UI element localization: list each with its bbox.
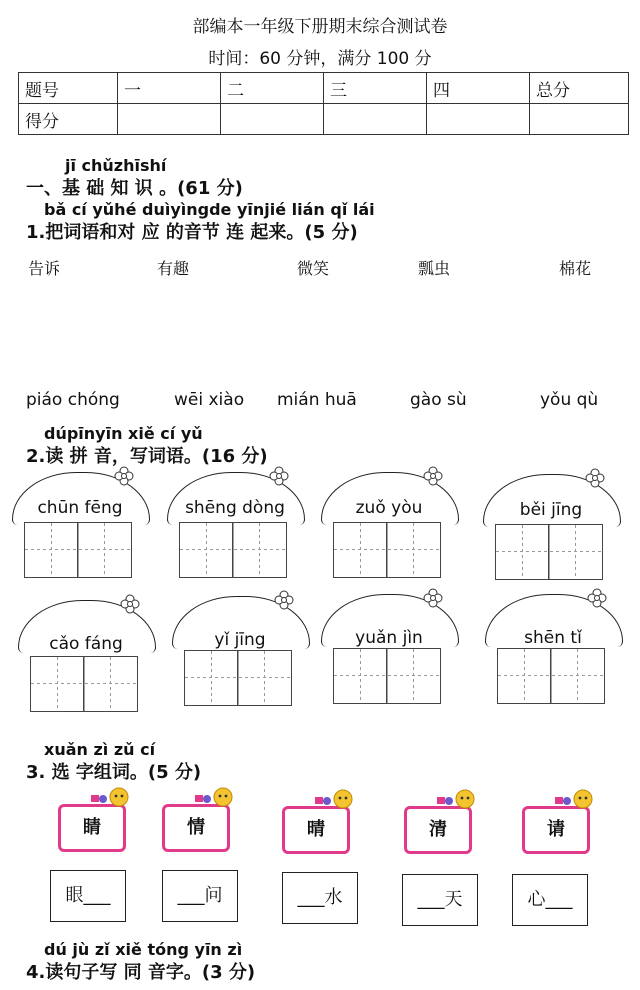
q1-pinyin-option: wēi xiào — [174, 390, 245, 410]
score-cell: 得分 — [19, 104, 118, 135]
flower-icon — [120, 594, 140, 614]
q3-title: 3. 选 字组词。(5 分) — [26, 762, 202, 783]
cartoon-decoration-icon — [195, 787, 235, 809]
q1-word: 瓢虫 — [418, 259, 451, 278]
answer-box[interactable]: ___水 — [282, 872, 358, 924]
flower-icon — [114, 466, 134, 486]
pinyin-hut — [167, 472, 305, 582]
score-input-cell[interactable] — [118, 104, 221, 135]
hut-pinyin: yuǎn jìn — [355, 628, 423, 648]
flower-icon — [269, 466, 289, 486]
score-cell: 三 — [324, 73, 427, 104]
pinyin-hut — [321, 472, 459, 582]
score-input-cell[interactable] — [221, 104, 324, 135]
writing-grid[interactable] — [184, 650, 292, 706]
writing-grid[interactable] — [497, 648, 605, 704]
score-cell: 四 — [427, 73, 530, 104]
q2-pinyin: dúpīnyīn xiě cí yǔ — [44, 424, 203, 443]
character-text: 情 — [187, 817, 205, 838]
score-cell: 二 — [221, 73, 324, 104]
answer-box[interactable]: ___天 — [402, 874, 478, 926]
character-box — [162, 804, 230, 852]
pinyin-hut — [485, 594, 623, 704]
hut-pinyin: zuǒ yòu — [355, 498, 423, 518]
cartoon-decoration-icon — [315, 789, 355, 811]
q1-pinyin: bǎ cí yǔhé duìyìngde yīnjié lián qǐ lái — [44, 200, 375, 219]
score-table-header-row — [19, 73, 629, 104]
answer-box[interactable]: 心___ — [512, 874, 588, 926]
character-text: 晴 — [307, 819, 325, 840]
writing-grid[interactable] — [333, 648, 441, 704]
q1-pinyin-option: piáo chóng — [26, 390, 120, 410]
q1-word: 告诉 — [28, 259, 61, 278]
flower-icon — [423, 588, 443, 608]
hut-pinyin: cǎo fáng — [49, 634, 123, 654]
score-input-cell[interactable] — [427, 104, 530, 135]
character-text: 请 — [547, 819, 565, 840]
score-cell: 总分 — [530, 73, 629, 104]
character-box — [404, 806, 472, 854]
score-cell: 题号 — [19, 73, 118, 104]
q4-pinyin: dú jù zǐ xiě tóng yīn zì — [44, 940, 243, 959]
flower-icon — [274, 590, 294, 610]
flower-icon — [587, 588, 607, 608]
q1-pinyin-option: yǒu qù — [540, 390, 599, 410]
q1-pinyin-option: gào sù — [410, 390, 467, 410]
hut-pinyin: běi jīng — [519, 500, 583, 520]
writing-grid[interactable] — [30, 656, 138, 712]
hut-pinyin: shēng dòng — [185, 498, 285, 518]
writing-grid[interactable] — [333, 522, 441, 578]
q1-word: 有趣 — [157, 259, 190, 278]
cartoon-decoration-icon — [555, 789, 595, 811]
score-table — [18, 72, 629, 135]
pinyin-hut — [18, 600, 156, 710]
character-text: 睛 — [83, 817, 101, 838]
q1-pinyin-option: mián huā — [277, 390, 357, 410]
page-subtitle: 时间：60 分钟，满分 100 分 — [208, 49, 432, 69]
q1-word: 微笑 — [297, 259, 330, 278]
page-title: 部编本一年级下册期末综合测试卷 — [192, 17, 448, 37]
character-box — [282, 806, 350, 854]
writing-grid[interactable] — [495, 524, 603, 580]
q4-title: 4.读句子写 同 音字。(3 分) — [26, 962, 256, 983]
character-box — [522, 806, 590, 854]
pinyin-hut — [172, 596, 310, 706]
hut-pinyin: yǐ jīng — [214, 630, 266, 650]
flower-icon — [423, 466, 443, 486]
flower-icon — [585, 468, 605, 488]
q2-title: 2.读 拼 音，写词语。(16 分) — [26, 446, 268, 467]
pinyin-hut — [483, 474, 621, 584]
q1-title: 1.把词语和对 应 的音节 连 起来。(5 分) — [26, 222, 358, 243]
character-box — [58, 804, 126, 852]
section1-pinyin: jī chǔzhīshí — [65, 156, 167, 175]
q1-word: 棉花 — [559, 259, 592, 278]
writing-grid[interactable] — [24, 522, 132, 578]
writing-grid[interactable] — [179, 522, 287, 578]
q3-pinyin: xuǎn zì zǔ cí — [44, 740, 156, 759]
answer-box[interactable]: 眼___ — [50, 870, 126, 922]
cartoon-decoration-icon — [437, 789, 477, 811]
score-table-score-row — [19, 104, 629, 135]
pinyin-hut — [321, 594, 459, 704]
section1-title: 一、基 础 知 识 。(61 分) — [26, 178, 243, 199]
hut-pinyin: chūn fēng — [37, 498, 123, 518]
score-cell: 一 — [118, 73, 221, 104]
cartoon-decoration-icon — [91, 787, 131, 809]
score-input-cell[interactable] — [324, 104, 427, 135]
pinyin-hut — [12, 472, 150, 582]
score-input-cell[interactable] — [530, 104, 629, 135]
hut-pinyin: shēn tǐ — [524, 628, 582, 648]
answer-box[interactable]: ___问 — [162, 870, 238, 922]
character-text: 清 — [429, 819, 447, 840]
